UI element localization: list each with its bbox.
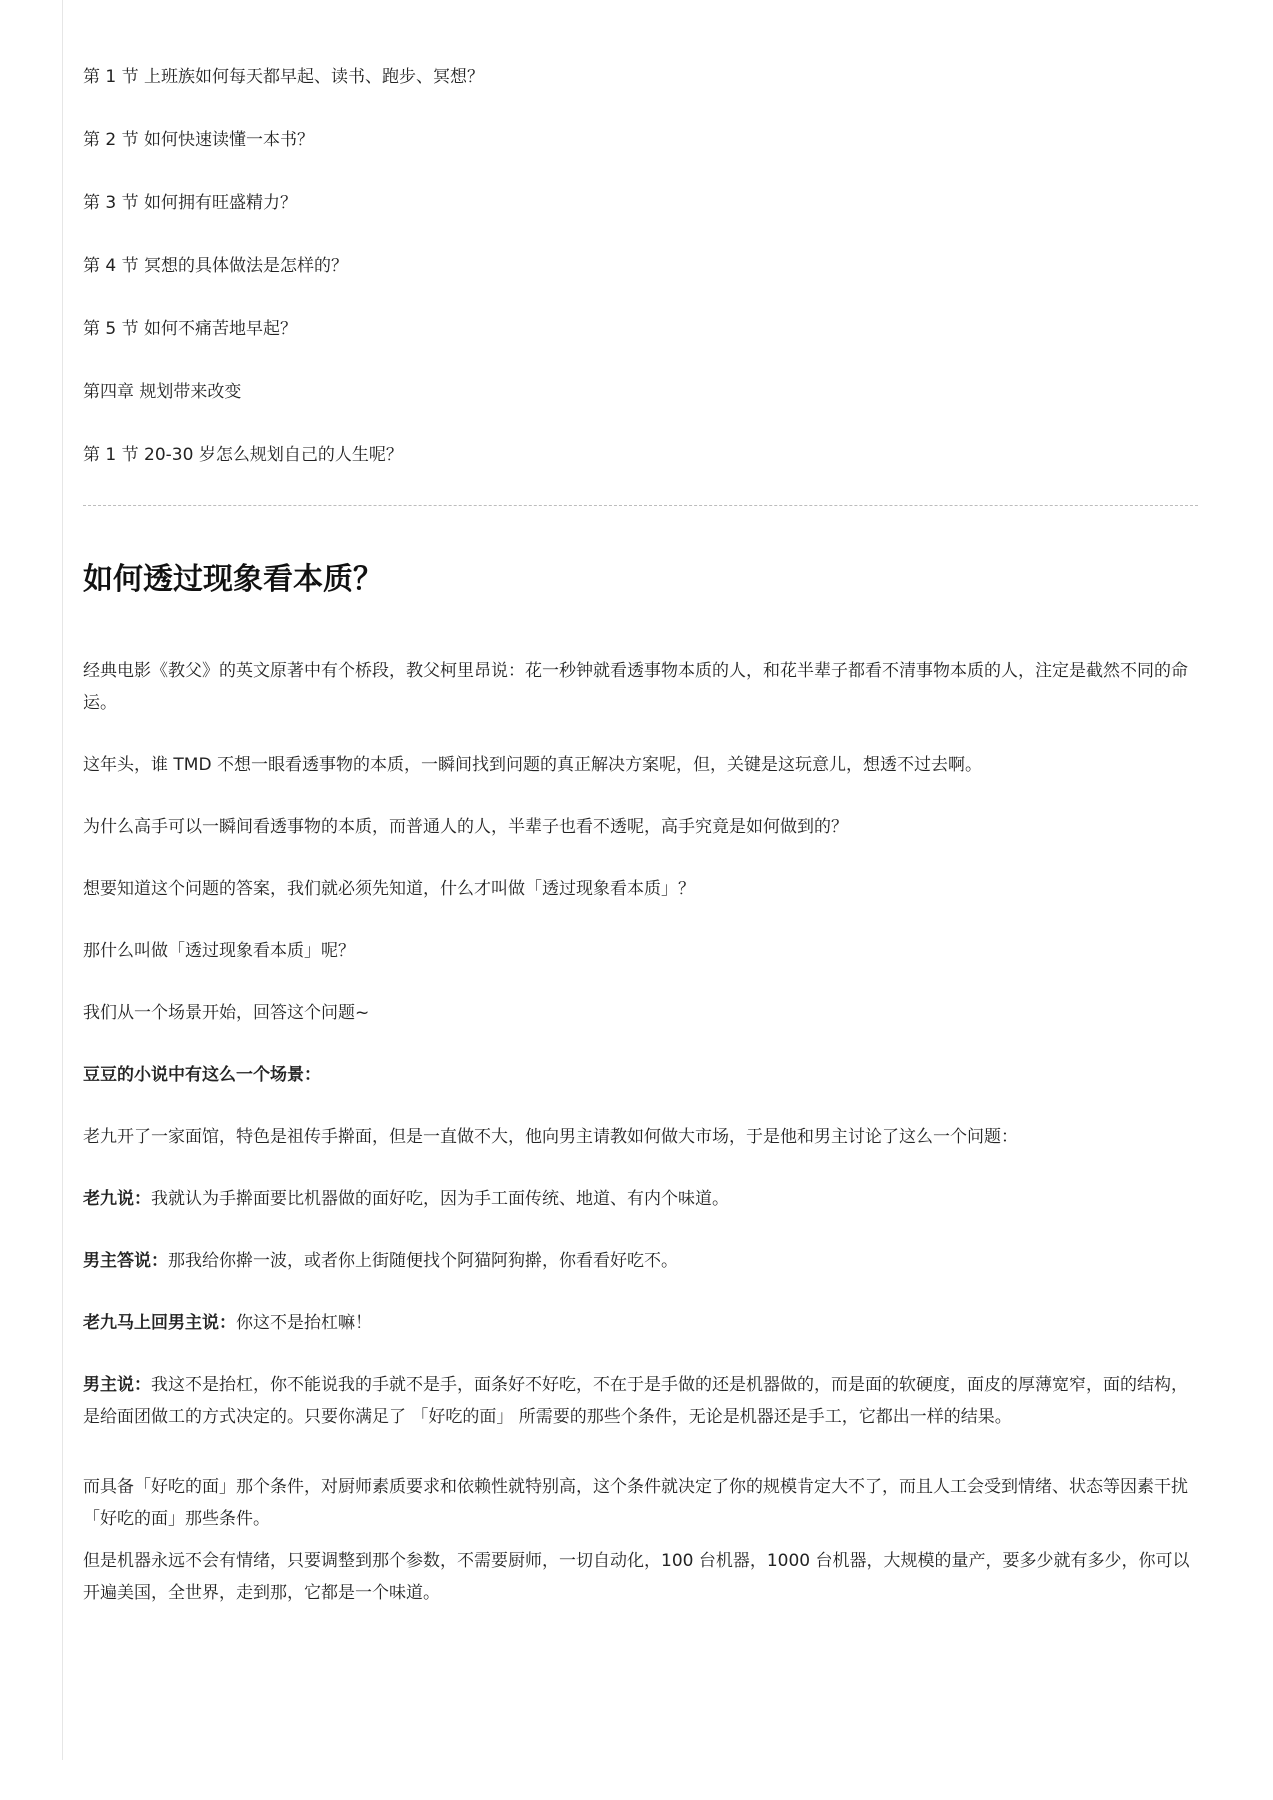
dialogue-text: 那我给你擀一波，或者你上街随便找个阿猫阿狗擀，你看看好吃不。 <box>168 1251 678 1271</box>
toc-item: 第 5 节 如何不痛苦地早起？ <box>83 319 298 339</box>
toc-item: 第 2 节 如何快速读懂一本书？ <box>83 130 315 150</box>
article-title: 如何透过现象看本质？ <box>83 562 383 597</box>
dialogue-line <box>83 1307 1198 1339</box>
paragraph-chef-conditions: 而具备「好吃的面」那个条件，对厨师素质要求和依赖性就特别高，这个条件就决定了你的规模肯定大不了，而且人工会受到情绪、状态等因素干扰「好吃的面」那些条件。 <box>83 1477 1188 1529</box>
dialogue-line <box>83 1183 1198 1215</box>
paragraph-noodle-shop: 老九开了一家面馆，特色是祖传手擀面，但是一直做不大，他向男主请教如何做大市场，于是他和男主讨论了这么一个问题： <box>83 1127 1018 1147</box>
dialogue-speaker: 男主说： <box>83 1375 151 1395</box>
dialogue-line <box>83 1245 1198 1277</box>
article-body <box>83 655 1198 1609</box>
dialogue-text: 我这不是抬杠，你不能说我的手就不是手，面条好不好吃，不在于是手做的还是机器做的，而是面的软硬度，面皮的厚薄宽窄，面的结构，是给面团做工的方式决定的。只要你满足了 「好吃的面」 所需要的那些个条件，无论是机器还是手工，它都出一样的结果。 <box>83 1375 1188 1427</box>
dialogue-speaker: 老九马上回男主说： <box>83 1313 236 1333</box>
toc-item: 第 3 节 如何拥有旺盛精力？ <box>83 193 298 213</box>
dialogue-speaker: 老九说： <box>83 1189 151 1209</box>
dialogue-line <box>83 1369 1198 1433</box>
table-of-contents <box>83 64 1203 505</box>
dialogue-text: 你这不是抬杠嘛！ <box>236 1313 372 1333</box>
margin-rule <box>62 0 63 1760</box>
toc-item: 第 4 节 冥想的具体做法是怎样的？ <box>83 256 349 276</box>
toc-item: 第 1 节 20-30 岁怎么规划自己的人生呢？ <box>83 445 403 465</box>
section-divider <box>83 505 1198 506</box>
paragraph-tmd: 这年头，谁 TMD 不想一眼看透事物的本质，一瞬间找到问题的真正解决方案呢，但，关键是这玩意儿，想透不过去啊。 <box>83 755 982 775</box>
paragraph-why-experts: 为什么高手可以一瞬间看透事物的本质，而普通人的人，半辈子也看不透呢，高手究竟是如何做到的？ <box>83 817 848 837</box>
paragraph-scene-start: 我们从一个场景开始，回答这个问题~ <box>83 1003 370 1023</box>
paragraph-what-is: 那什么叫做「透过现象看本质」呢？ <box>83 941 355 961</box>
paragraph-godfather: 经典电影《教父》的英文原著中有个桥段，教父柯里昂说：花一秒钟就看透事物本质的人，和花半辈子都看不清事物本质的人，注定是截然不同的命运。 <box>83 661 1188 713</box>
dialogue-text: 我就认为手擀面要比机器做的面好吃，因为手工面传统、地道、有内个味道。 <box>151 1189 729 1209</box>
dialogue-speaker: 男主答说： <box>83 1251 168 1271</box>
paragraph-novel-scene: 豆豆的小说中有这么一个场景： <box>83 1065 321 1085</box>
paragraph-answer: 想要知道这个问题的答案，我们就必须先知道，什么才叫做「透过现象看本质」？ <box>83 879 695 899</box>
toc-chapter-heading: 第四章 规划带来改变 <box>83 382 242 402</box>
paragraph-machines: 但是机器永远不会有情绪，只要调整到那个参数，不需要厨师，一切自动化，100 台机器，1000 台机器，大规模的量产，要多少就有多少，你可以开遍美国，全世界，走到那，它都是一个味道。 <box>83 1551 1190 1603</box>
toc-item: 第 1 节 上班族如何每天都早起、读书、跑步、冥想？ <box>83 67 485 87</box>
